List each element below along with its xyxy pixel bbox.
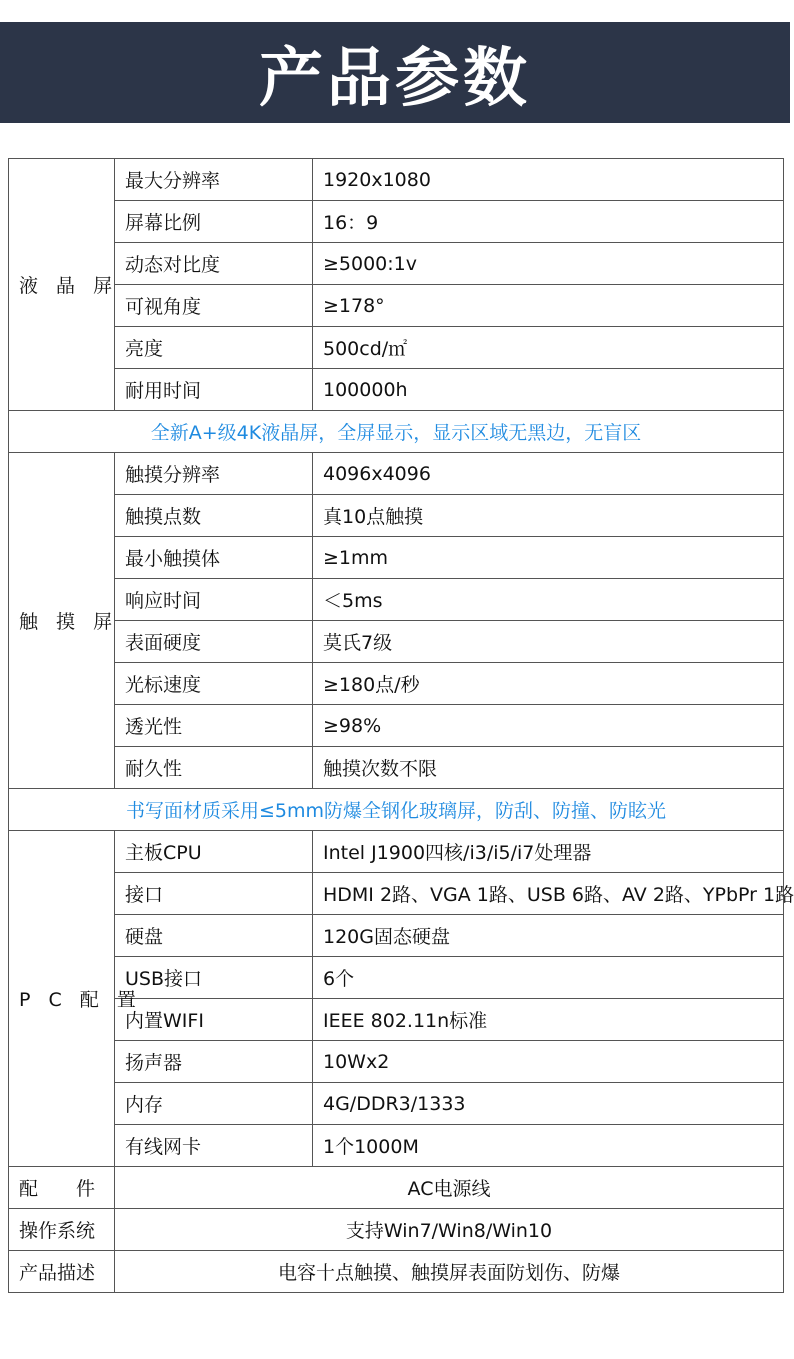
table-row: [9, 285, 784, 327]
extra-label: 产品描述: [9, 1251, 115, 1293]
table-row: [9, 159, 784, 201]
spec-label: 耐久性: [115, 747, 313, 789]
spec-label: 内置WIFI: [115, 999, 313, 1041]
lcd-note: 全新A+级4K液晶屏，全屏显示，显示区域无黑边，无盲区: [9, 411, 784, 453]
extra-value: 支持Win7/Win8/Win10: [115, 1209, 784, 1251]
page-title: 产品参数: [259, 41, 531, 116]
table-row: [9, 369, 784, 411]
table-row: [9, 1125, 784, 1167]
table-row: [9, 537, 784, 579]
spec-value: Intel J1900四核/i3/i5/i7处理器: [313, 831, 784, 873]
spec-label: 可视角度: [115, 285, 313, 327]
table-row: [9, 243, 784, 285]
spec-table: [8, 158, 794, 1293]
spec-label: 最小触摸体: [115, 537, 313, 579]
spec-value: 4G/DDR3/1333: [313, 1083, 784, 1125]
spec-label: 硬盘: [115, 915, 313, 957]
table-row: [9, 327, 784, 369]
spec-value: 6个: [313, 957, 784, 999]
table-row: [9, 453, 784, 495]
spec-label: 扬声器: [115, 1041, 313, 1083]
table-row: [9, 201, 784, 243]
table-row: [9, 705, 784, 747]
category-cell-touch: 触 摸 屏: [9, 453, 115, 789]
spec-label: 屏幕比例: [115, 201, 313, 243]
spec-label: 有线网卡: [115, 1125, 313, 1167]
category-cell-pc: P C 配 置: [9, 831, 115, 1167]
table-row: [9, 1083, 784, 1125]
extra-label: 配 件: [9, 1167, 115, 1209]
spec-value: 1920x1080: [313, 159, 784, 201]
spec-label: 接口: [115, 873, 313, 915]
table-row: [9, 1041, 784, 1083]
spec-value: 16：9: [313, 201, 784, 243]
table-row: [9, 873, 784, 915]
table-row: [9, 621, 784, 663]
table-row: [9, 915, 784, 957]
table-row: [9, 747, 784, 789]
extra-label: 操作系统: [9, 1209, 115, 1251]
spec-value: 触摸次数不限: [313, 747, 784, 789]
table-row: [9, 1209, 784, 1251]
spec-value: ≥1mm: [313, 537, 784, 579]
spec-label: 透光性: [115, 705, 313, 747]
spec-label: 触摸分辨率: [115, 453, 313, 495]
spec-label: 主板CPU: [115, 831, 313, 873]
spec-value: 4096x4096: [313, 453, 784, 495]
spec-value: ＜5ms: [313, 579, 784, 621]
spec-label: USB接口: [115, 957, 313, 999]
category-cell-lcd: 液 晶 屏: [9, 159, 115, 411]
spec-value: 1个1000M: [313, 1125, 784, 1167]
spec-label: 亮度: [115, 327, 313, 369]
touch-note: 书写面材质采用≤5mm防爆全钢化玻璃屏，防刮、防撞、防眩光: [9, 789, 784, 831]
spec-label: 表面硬度: [115, 621, 313, 663]
spec-label: 内存: [115, 1083, 313, 1125]
spec-value: ≥178°: [313, 285, 784, 327]
table-row: [9, 579, 784, 621]
note-row: [9, 411, 784, 453]
table-row: [9, 831, 784, 873]
spec-label: 耐用时间: [115, 369, 313, 411]
page-header: [0, 22, 790, 123]
spec-value: 真10点触摸: [313, 495, 784, 537]
spec-label: 动态对比度: [115, 243, 313, 285]
spec-value: ≥98%: [313, 705, 784, 747]
table-row: [9, 1167, 784, 1209]
spec-label: 触摸点数: [115, 495, 313, 537]
table-row: [9, 495, 784, 537]
spec-value: ≥180点/秒: [313, 663, 784, 705]
spec-value: ≥5000:1v: [313, 243, 784, 285]
table-row: [9, 1251, 784, 1293]
spec-value: 100000h: [313, 369, 784, 411]
spec-value: 120G固态硬盘: [313, 915, 784, 957]
extra-value: 电容十点触摸、触摸屏表面防划伤、防爆: [115, 1251, 784, 1293]
note-row: [9, 789, 784, 831]
spec-label: 最大分辨率: [115, 159, 313, 201]
spec-value: 莫氏7级: [313, 621, 784, 663]
spec-value: IEEE 802.11n标准: [313, 999, 784, 1041]
spec-value: HDMI 2路、VGA 1路、USB 6路、AV 2路、YPbPr 1路: [313, 873, 784, 915]
spec-value: 500cd/㎡: [313, 327, 784, 369]
spec-value: 10Wx2: [313, 1041, 784, 1083]
spec-label: 响应时间: [115, 579, 313, 621]
table-row: [9, 663, 784, 705]
spec-label: 光标速度: [115, 663, 313, 705]
extra-value: AC电源线: [115, 1167, 784, 1209]
